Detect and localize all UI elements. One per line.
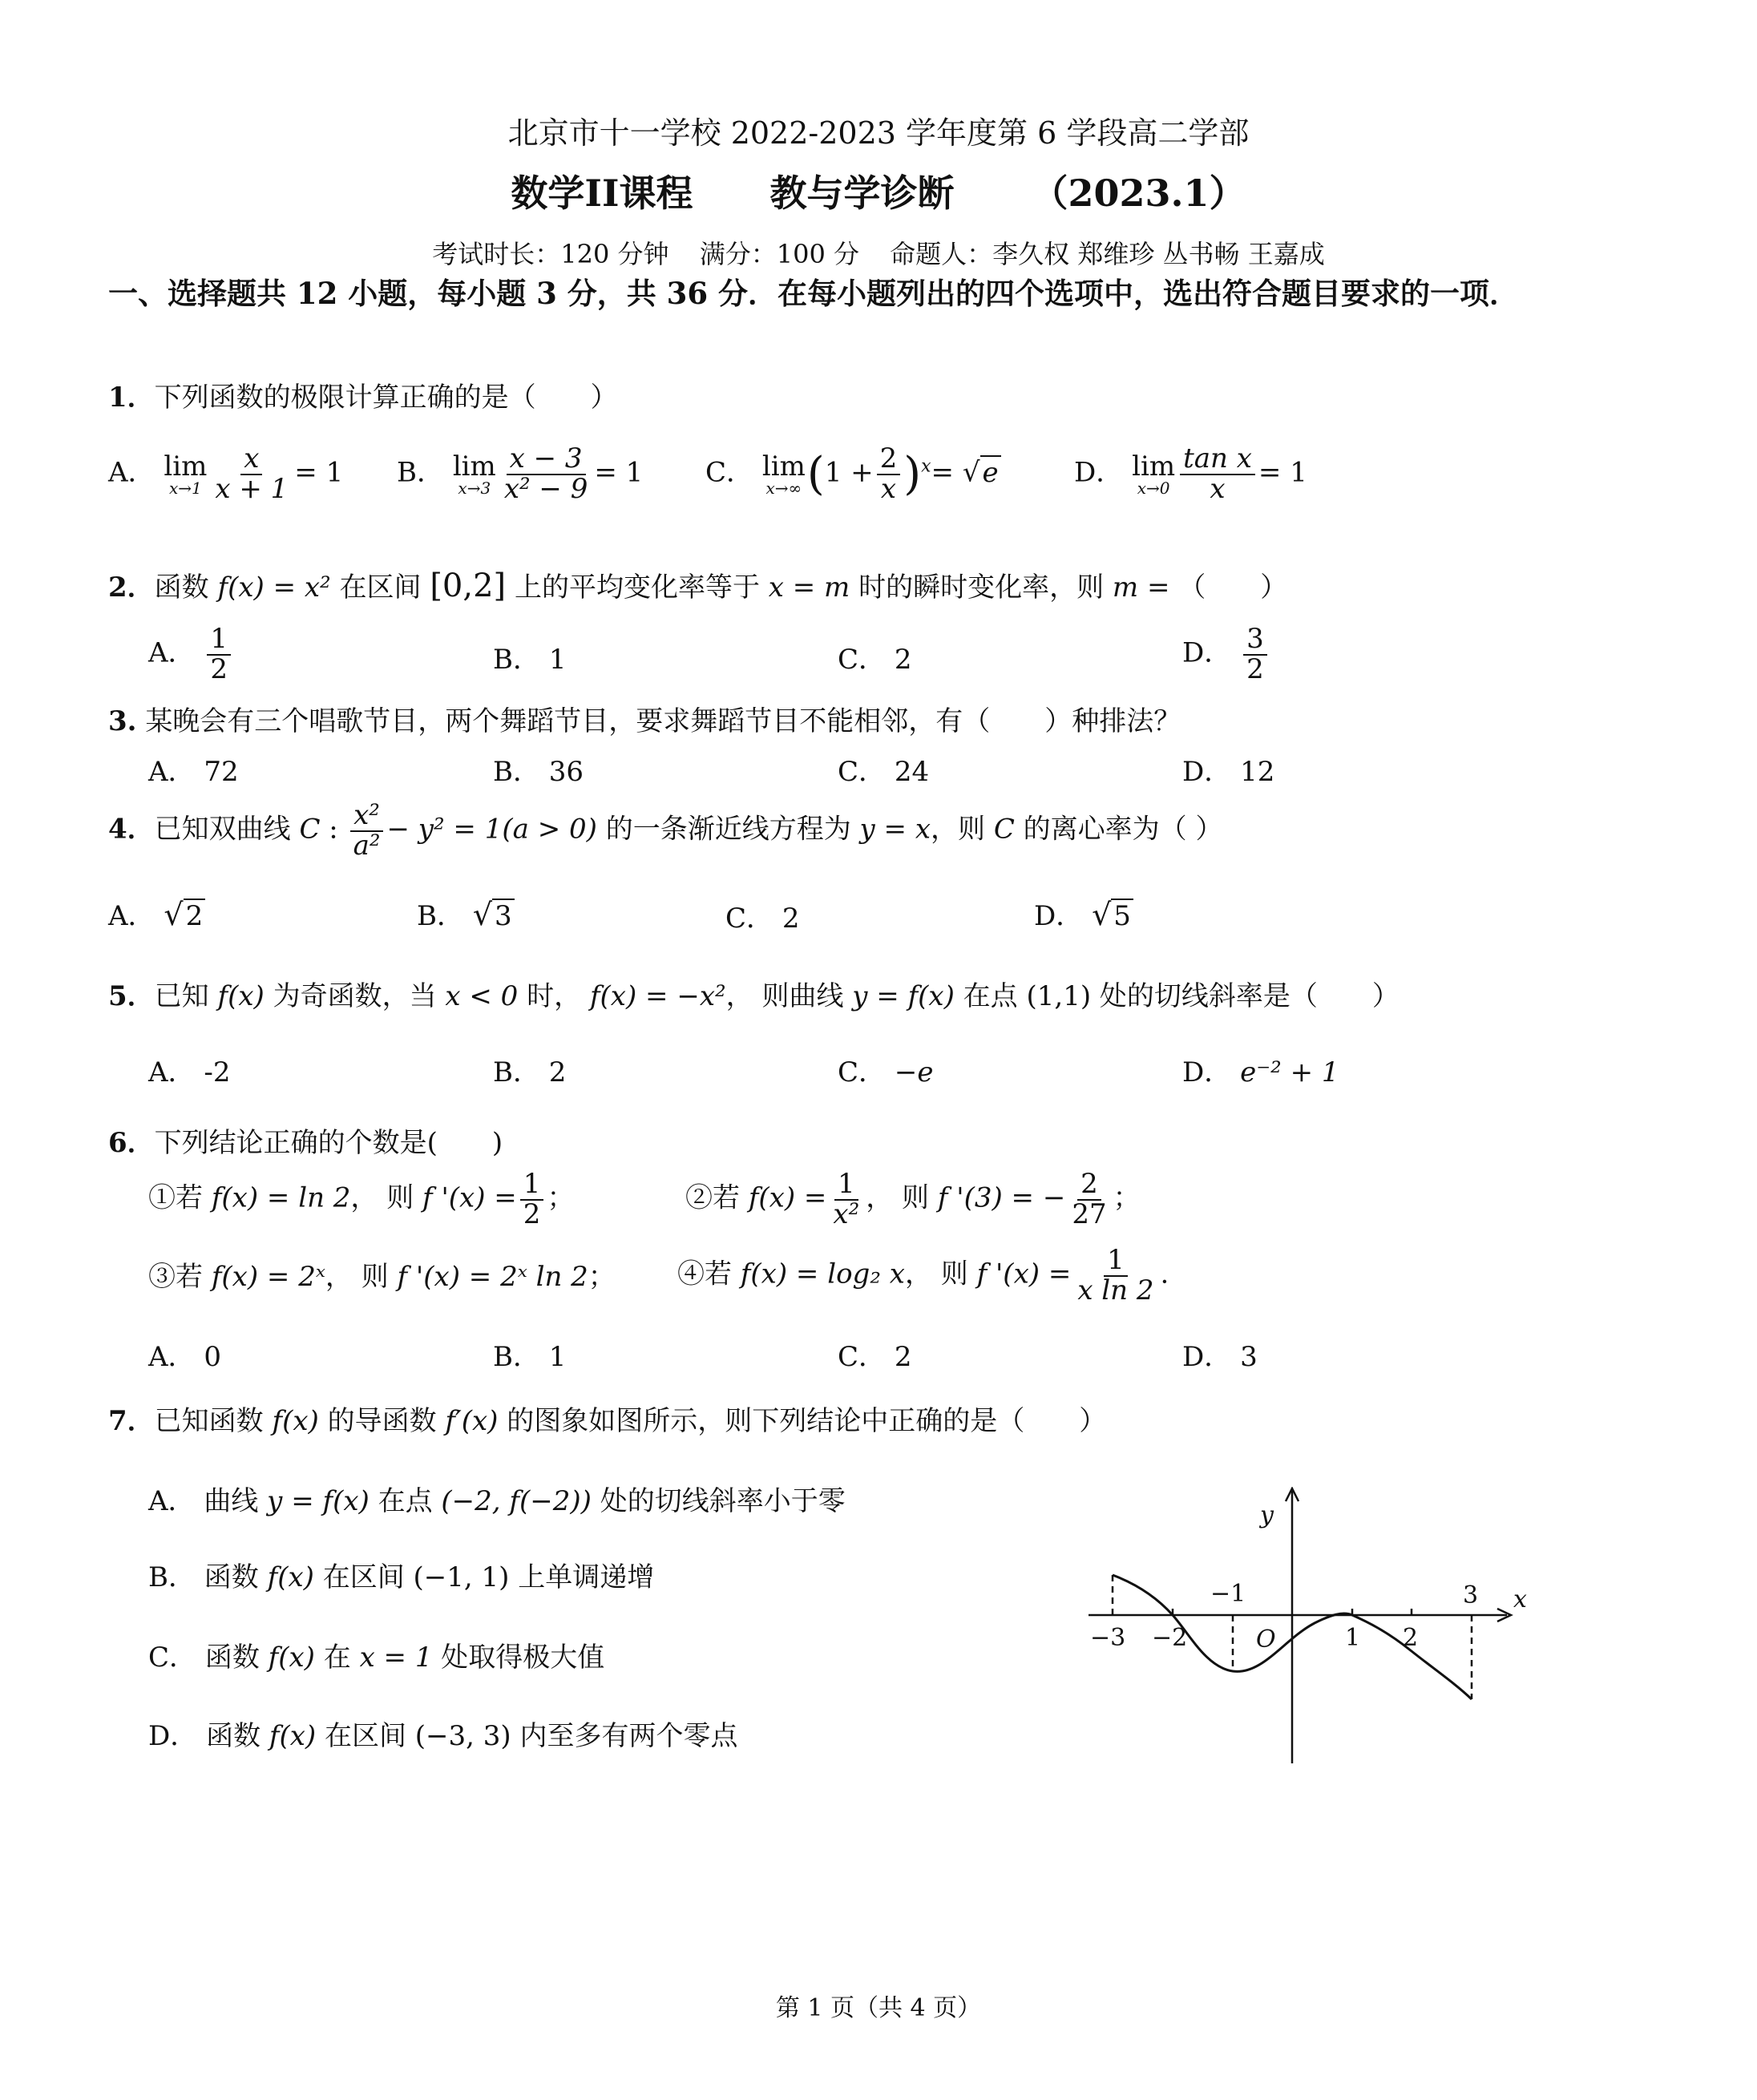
left-paren: ( [806, 448, 825, 501]
question-number: 6． [108, 1127, 155, 1159]
sqrt-sign: √ [1092, 897, 1112, 932]
derivative-graph [1074, 1487, 1539, 1775]
fraction [212, 442, 291, 505]
expr: (−3, 3) [414, 1720, 511, 1752]
question-number: 2． [108, 571, 155, 604]
option-label: D． [1182, 1056, 1232, 1088]
full-score: 满分：100 分 [699, 239, 859, 269]
origin-label: O [1256, 1625, 1276, 1654]
option-label: D． [1074, 456, 1124, 489]
option-value: 1 [548, 644, 567, 676]
text: 时的瞬时变化率，则 [850, 571, 1113, 604]
tick-label-minus1: −1 [1210, 1580, 1246, 1608]
lim-sub: x→∞ [765, 478, 802, 498]
tick-label-1: 1 [1345, 1624, 1361, 1652]
text: ； [588, 1261, 616, 1293]
q2-option-b [493, 637, 566, 676]
function: f(x) [272, 1405, 319, 1437]
y-axis-label: y [1260, 1501, 1274, 1529]
limit [164, 450, 208, 498]
numerator: 1 [520, 1170, 544, 1201]
tick-label-3: 3 [1463, 1581, 1479, 1609]
text: 为奇函数，当 [264, 980, 446, 1012]
fraction [830, 1170, 862, 1229]
function: f(x) [217, 980, 265, 1012]
q3-option-c: C． 24 [838, 756, 930, 788]
q4-option-d [1034, 894, 1133, 933]
option-label: C． [705, 456, 754, 489]
q6-option-b: B． 1 [493, 1341, 567, 1373]
text: ； [1113, 1181, 1141, 1214]
text: C． 函数 [148, 1642, 269, 1674]
point: (1,1) [1026, 980, 1092, 1012]
text: 已知双曲线 [154, 813, 300, 846]
expr: x = m [768, 571, 850, 604]
denominator: 2 [210, 652, 228, 685]
denominator: x² − 9 [503, 472, 588, 505]
text: 处的切线斜率小于零 [591, 1485, 846, 1517]
expr: y = f(x) [267, 1485, 370, 1517]
curve: y = f(x) [852, 980, 955, 1012]
text: 的图象如图所示，则下列结论中正确的是（ ） [498, 1405, 1107, 1437]
fraction [501, 442, 592, 505]
q1-option-d [1074, 442, 1307, 505]
expr: x = 1 [359, 1642, 433, 1674]
lim-sub: x→1 [168, 478, 202, 498]
fraction [877, 442, 901, 505]
derivative: f '(x) = [422, 1181, 517, 1214]
option-label: C． [838, 1056, 887, 1088]
denominator: 27 [1072, 1197, 1107, 1230]
expr: m = [1112, 571, 1170, 604]
rhs: = 1 [294, 456, 344, 489]
text: 内至多有两个零点 [511, 1720, 738, 1752]
q5-option-a: A． -2 [148, 1056, 231, 1088]
exponent: x [921, 456, 931, 477]
q4-option-a [108, 894, 205, 933]
denominator: a² [353, 829, 381, 862]
option-label: D． [1182, 636, 1232, 669]
q1-option-a [108, 442, 344, 505]
option-label: A． [108, 900, 156, 932]
q3-option-d: D． 12 [1182, 756, 1275, 788]
option-label: D． [1034, 900, 1084, 932]
q5-option-b: B． 2 [493, 1056, 567, 1088]
duration: 考试时长：120 分钟 [432, 239, 669, 269]
numerator: 2 [877, 445, 901, 475]
page-footer: 第 1 页（共 4 页） [775, 1994, 982, 2022]
text: 已知函数 [154, 1405, 273, 1437]
option-label: A． [108, 456, 156, 489]
question-number: 5． [108, 980, 155, 1012]
q1-option-b [397, 442, 644, 505]
radicand: 3 [492, 899, 515, 932]
text: ； [547, 1181, 575, 1214]
exam-title [0, 164, 1757, 217]
option-label: B． [493, 644, 540, 676]
numerator: 2 [1077, 1170, 1101, 1201]
question-stem: 某晚会有三个唱歌节目，两个舞蹈节目，要求舞蹈节目不能相邻，有（ ）种排法？ [145, 705, 1181, 737]
q7-option-b [148, 1555, 654, 1594]
q6-option-a: A． 0 [148, 1341, 221, 1373]
question-1 [108, 375, 618, 414]
numerator: x² [350, 802, 383, 832]
q6-statement-4 [677, 1246, 1169, 1305]
option-label: B． [417, 900, 464, 932]
fraction [1074, 1246, 1157, 1305]
q6-statement-1 [148, 1170, 574, 1229]
equation: − y² = 1(a > 0) [386, 813, 597, 846]
denominator: 2 [1246, 652, 1264, 685]
text: ， 则曲线 [725, 980, 853, 1012]
denominator: x [880, 472, 897, 505]
option-value: 2 [894, 644, 912, 676]
denominator: 2 [523, 1197, 541, 1230]
derivative: f '(x) = 2ˣ ln 2 [397, 1261, 588, 1293]
condition: x < 0 [445, 980, 519, 1012]
denominator: x + 1 [215, 472, 289, 505]
numerator: 1 [207, 625, 231, 656]
rhs: = 1 [1258, 456, 1307, 489]
denominator: x² [833, 1197, 860, 1230]
text: 在点 [369, 1485, 442, 1517]
question-number: 1． [108, 382, 155, 414]
definition: f(x) = −x² [589, 980, 726, 1012]
text: 的导函数 [318, 1405, 446, 1437]
text: 在区间 [330, 571, 430, 604]
numerator: x − 3 [507, 445, 586, 475]
text: ①若 [148, 1181, 212, 1214]
q5-option-d [1182, 1050, 1339, 1089]
question-6 [108, 1121, 503, 1160]
question-2 [108, 565, 1287, 604]
question-3 [108, 699, 1181, 738]
tick-label-2: 2 [1403, 1624, 1419, 1652]
text: 在区间 [313, 1561, 414, 1593]
lim-sub: x→3 [458, 478, 491, 498]
numerator: 3 [1243, 625, 1267, 656]
q6-option-d: D． 3 [1182, 1341, 1258, 1373]
text: 函数 [154, 571, 218, 604]
lim-sub: x→0 [1137, 478, 1170, 498]
section-title: 一、选择题共 12 小题，每小题 3 分，共 36 分．在每小题列出的四个选项中，选出符合题目要求的一项． [108, 276, 1520, 311]
q7-option-c [148, 1635, 604, 1674]
curve-name: C [993, 813, 1015, 846]
interval: [0,2] [430, 567, 507, 604]
text: D． 函数 [148, 1720, 269, 1752]
q4-option-b [417, 894, 515, 933]
option-value: 2 [782, 903, 800, 935]
exam-date: （2023.1） [1031, 172, 1246, 215]
function: f(x) = x² [217, 571, 331, 604]
tick-label-minus2: −2 [1152, 1624, 1188, 1652]
question-7 [108, 1399, 1106, 1438]
q2-option-d [1182, 625, 1270, 684]
fraction [350, 799, 384, 862]
option-label: B． [397, 456, 444, 489]
text: 在 [314, 1642, 360, 1674]
numerator: tan x [1180, 445, 1255, 475]
text: ， 则 [325, 1261, 398, 1293]
fraction [1243, 625, 1267, 684]
q3-option-b: B． 36 [493, 756, 584, 788]
option-label: A． [148, 636, 196, 669]
radicand: e [980, 455, 1001, 489]
option-value: e⁻² + 1 [1240, 1056, 1339, 1088]
limit [1132, 450, 1176, 498]
q1-option-c: C． lim x→∞ (1 + $\frac{2}{x}$ )$^x$= √e [705, 445, 1001, 503]
function: f(x) = 2ˣ [211, 1261, 325, 1293]
q2-option-c [838, 637, 911, 676]
lim-text: lim [164, 450, 208, 483]
q6-statement-2 [685, 1170, 1141, 1229]
option-label: C． [725, 903, 774, 935]
denominator: x [1210, 472, 1226, 505]
q7-option-d [148, 1714, 738, 1753]
text: ③若 [148, 1261, 212, 1293]
radicand: 5 [1111, 899, 1133, 932]
sqrt-sign: √ [164, 897, 184, 932]
numerator: x [240, 445, 262, 475]
question-4: 4．已知双曲线 C : $\frac{\text{x²}}{\text{a²}}$ − y² = 1(a > 0) 的一条渐近线方程为 y = x，则 C 的离心率为（ ） [108, 799, 1223, 862]
question-number: 3. [108, 705, 137, 737]
lim-text: lim [1132, 450, 1176, 483]
exam-info [0, 234, 1757, 271]
question-number: 4． [108, 813, 155, 846]
text: 时， [518, 980, 590, 1012]
text: B． 函数 [148, 1561, 268, 1593]
right-paren: ) [903, 448, 922, 501]
lim-text: lim [452, 450, 496, 483]
q3-option-a: A． 72 [148, 756, 239, 788]
text: （ ） [1169, 571, 1288, 604]
expr: f(x) [267, 1561, 314, 1593]
limit [452, 450, 496, 498]
text: 在点 [954, 980, 1027, 1012]
text: 处的切线斜率是（ ） [1091, 980, 1400, 1012]
text: ②若 [685, 1181, 749, 1214]
text: ， 则 [866, 1181, 938, 1214]
text: ， 则 [350, 1181, 423, 1214]
q4-option-c [725, 896, 799, 935]
function: f(x) = ln 2 [211, 1181, 351, 1214]
limit [761, 450, 806, 498]
question-stem: 下列函数的极限计算正确的是（ ） [154, 382, 618, 414]
text: ， 则 [904, 1258, 977, 1290]
text: 上的平均变化率等于 [506, 571, 769, 604]
fraction [207, 625, 231, 684]
function: f(x) = log₂ x [740, 1258, 905, 1290]
q5-option-c [838, 1050, 933, 1089]
text: 的一条渐近线方程为 [596, 813, 860, 846]
text: ④若 [677, 1258, 741, 1290]
curve-name: C [299, 813, 321, 846]
text: 上单调递增 [509, 1561, 655, 1593]
q6-option-c: C． 2 [838, 1341, 912, 1373]
radicand: 2 [184, 899, 206, 932]
derivative: f '(3) = − [937, 1181, 1066, 1214]
fraction [1068, 1170, 1109, 1229]
denominator: x ln 2 [1077, 1274, 1154, 1306]
question-stem: 下列结论正确的个数是( ) [154, 1127, 503, 1159]
tick-label-minus3: −3 [1090, 1624, 1126, 1652]
expr: f(x) [269, 1720, 317, 1752]
lim-text: lim [761, 450, 806, 483]
text: 在区间 [316, 1720, 415, 1752]
q7-option-a [148, 1479, 846, 1518]
inner: 1 + [824, 456, 874, 489]
school-line: 北京市十一学校 2022-2023 学年度第 6 学段高二学部 [507, 115, 1250, 151]
authors: 命题人：李久权 郑维珍 丛书畅 王嘉成 [890, 239, 1325, 269]
rhs: = 1 [594, 456, 644, 489]
exam-name: 教与学诊断 [769, 172, 955, 215]
text: . [1160, 1258, 1169, 1290]
derivative: f′(x) [445, 1405, 499, 1437]
asymptote: y = x [859, 813, 931, 846]
question-number: 7． [108, 1405, 155, 1437]
fraction [520, 1170, 544, 1229]
option-value: −e [894, 1056, 934, 1088]
text: 已知 [154, 980, 218, 1012]
question-5 [108, 974, 1400, 1013]
sqrt-sign: √ [472, 897, 493, 932]
derivative: f '(x) = [976, 1258, 1072, 1290]
expr: f(x) [268, 1642, 315, 1674]
text: ，则 [931, 813, 994, 846]
text: A． 曲线 [148, 1485, 268, 1517]
x-axis-label: x [1513, 1585, 1527, 1613]
numerator: 1 [834, 1170, 858, 1201]
option-label: C． [838, 644, 887, 676]
course-name: 数学II课程 [511, 172, 693, 215]
expr: (−1, 1) [413, 1561, 510, 1593]
q6-statement-3 [148, 1254, 616, 1294]
text: 处取得极大值 [432, 1642, 605, 1674]
rhs: = [931, 456, 963, 489]
numerator: 1 [1104, 1246, 1128, 1277]
fraction [1180, 442, 1255, 505]
function: f(x) = [748, 1181, 827, 1214]
expr: (−2, f(−2)) [441, 1485, 592, 1517]
text: 的离心率为（ ） [1014, 813, 1223, 846]
q2-option-a [148, 625, 234, 684]
